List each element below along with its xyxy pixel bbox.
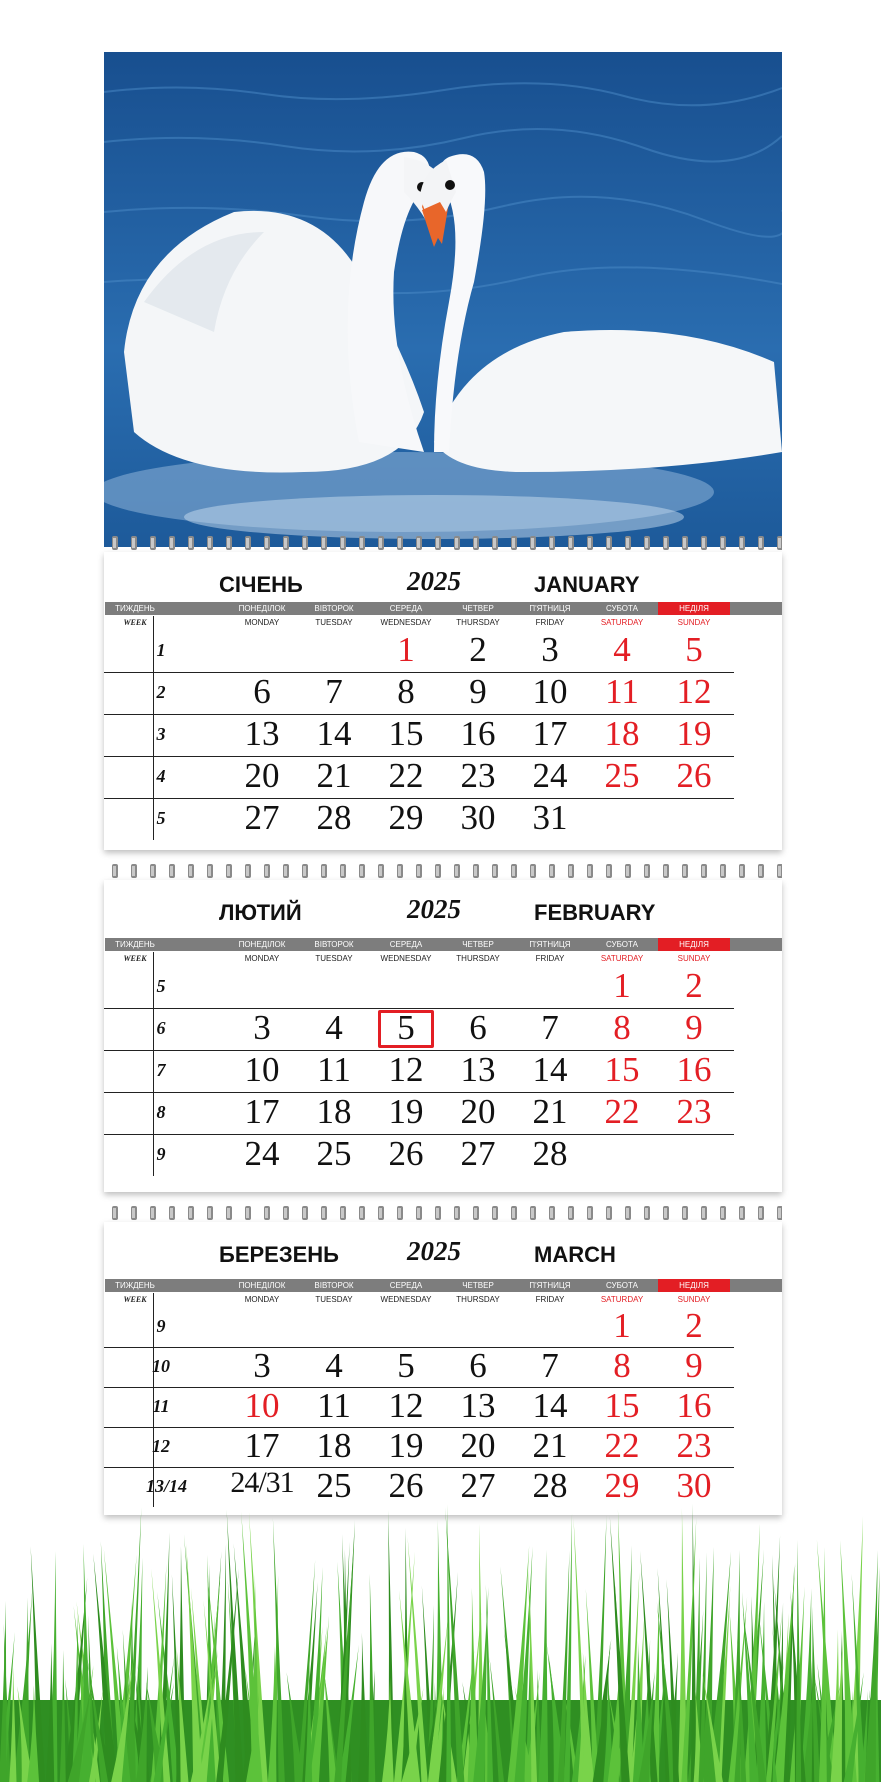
month-name-uk: СІЧЕНЬ — [219, 572, 303, 597]
week-header-en: WEEK — [123, 1295, 147, 1304]
day-number[interactable]: 9 — [685, 1008, 703, 1047]
month-sheet-january — [104, 552, 782, 850]
day-number[interactable]: 1 — [397, 630, 415, 669]
weekday-uk: П'ЯТНИЦЯ — [529, 940, 571, 949]
week-number: 9 — [156, 1144, 166, 1164]
weekday-en: FRIDAY — [535, 954, 565, 963]
day-number[interactable]: 19 — [676, 714, 712, 753]
day-number[interactable]: 10 — [244, 1386, 280, 1425]
month-header — [104, 552, 782, 604]
week-header-en: WEEK — [123, 954, 147, 963]
day-number[interactable]: 4 — [613, 630, 631, 669]
weekday-uk: ПОНЕДІЛОК — [238, 1281, 286, 1290]
day-number[interactable]: 20 — [460, 1426, 496, 1465]
weekday-en: MONDAY — [244, 954, 280, 963]
day-number[interactable]: 10 — [244, 1050, 280, 1089]
day-number[interactable]: 24 — [532, 756, 568, 795]
weekday-uk: П'ЯТНИЦЯ — [529, 604, 571, 613]
day-number[interactable]: 5 — [397, 1008, 415, 1047]
week-row — [104, 798, 734, 840]
month-name-en: MARCH — [534, 1242, 616, 1267]
weekday-uk: НЕДІЛЯ — [658, 602, 730, 615]
month-header — [104, 1222, 782, 1274]
day-number[interactable]: 11 — [605, 672, 639, 711]
weekday-en: SATURDAY — [600, 1295, 644, 1304]
weekday-uk: СЕРЕДА — [389, 940, 423, 949]
weekday-uk: П'ЯТНИЦЯ — [529, 1281, 571, 1290]
weekday-header-en — [123, 952, 782, 966]
weekday-uk: СЕРЕДА — [389, 604, 423, 613]
week-row — [104, 1050, 734, 1093]
day-number[interactable]: 25 — [604, 756, 640, 795]
day-number[interactable]: 22 — [388, 756, 424, 795]
today-highlight-box — [378, 1010, 434, 1048]
weekday-en: TUESDAY — [315, 1295, 353, 1304]
day-number[interactable]: 6 — [253, 672, 271, 711]
weekday-uk: СУБОТА — [606, 940, 638, 949]
week-header-en: WEEK — [123, 618, 147, 627]
day-number[interactable]: 6 — [469, 1008, 487, 1047]
day-number[interactable]: 1 — [613, 966, 631, 1005]
day-number[interactable]: 28 — [532, 1134, 568, 1173]
year: 2025 — [407, 894, 461, 924]
week-number: 3 — [156, 724, 166, 744]
day-number[interactable]: 12 — [388, 1050, 424, 1089]
day-number[interactable]: 17 — [244, 1092, 280, 1131]
weekday-en: SUNDAY — [677, 954, 711, 963]
day-number[interactable]: 22 — [604, 1092, 640, 1131]
week-number: 12 — [152, 1436, 170, 1456]
day-number[interactable]: 8 — [397, 672, 415, 711]
month-name-en: FEBRUARY — [534, 900, 656, 925]
year: 2025 — [407, 1236, 461, 1266]
weekday-en: WEDNESDAY — [380, 954, 432, 963]
year: 2025 — [407, 566, 461, 596]
weekday-en: THURSDAY — [456, 954, 500, 963]
day-number[interactable]: 26 — [388, 1134, 424, 1173]
week-row — [104, 630, 734, 673]
day-number[interactable]: 8 — [613, 1008, 631, 1047]
day-number[interactable]: 3 — [253, 1008, 271, 1047]
weekday-uk: НЕДІЛЯ — [658, 938, 730, 951]
day-number[interactable]: 28 — [316, 798, 352, 837]
week-header-uk: ТИЖДЕНЬ — [105, 602, 165, 615]
week-number: 2 — [156, 682, 166, 702]
weekday-header-uk — [115, 602, 782, 615]
weekday-header-uk — [115, 938, 782, 951]
day-number[interactable]: 5 — [685, 630, 703, 669]
day-number[interactable]: 15 — [604, 1050, 640, 1089]
weekday-en: WEDNESDAY — [380, 618, 432, 627]
day-number[interactable]: 11 — [317, 1386, 351, 1425]
week-row — [104, 672, 734, 715]
day-number[interactable]: 20 — [244, 756, 280, 795]
weekday-uk: ВІВТОРОК — [314, 1281, 354, 1290]
day-number[interactable]: 3 — [541, 630, 559, 669]
day-number[interactable]: 8 — [613, 1346, 631, 1385]
week-number: 13/14 — [146, 1476, 188, 1496]
day-number[interactable]: 18 — [316, 1426, 352, 1465]
weekday-uk: СУБОТА — [606, 604, 638, 613]
week-number: 6 — [156, 1018, 166, 1038]
day-number[interactable]: 25 — [316, 1466, 352, 1505]
week-number: 4 — [156, 766, 166, 786]
weekday-en: WEDNESDAY — [380, 1295, 432, 1304]
week-row — [104, 1427, 734, 1468]
day-number[interactable]: 13 — [460, 1386, 496, 1425]
month-name-en: JANUARY — [534, 572, 640, 597]
day-number[interactable]: 4 — [325, 1346, 343, 1385]
day-number[interactable]: 24/31 — [230, 1466, 294, 1499]
day-number[interactable]: 19 — [388, 1426, 424, 1465]
day-number[interactable]: 9 — [469, 672, 487, 711]
swan-image — [104, 52, 782, 547]
week-number: 8 — [156, 1102, 166, 1122]
week-number: 7 — [156, 1060, 166, 1080]
day-number[interactable]: 12 — [388, 1386, 424, 1425]
day-number[interactable]: 21 — [532, 1092, 568, 1131]
day-number[interactable]: 12 — [676, 672, 712, 711]
day-number[interactable]: 31 — [532, 798, 568, 837]
weekday-en: TUESDAY — [315, 618, 353, 627]
weekday-en: FRIDAY — [535, 618, 565, 627]
day-number[interactable]: 22 — [604, 1426, 640, 1465]
week-number: 5 — [156, 976, 166, 996]
weekday-en: THURSDAY — [456, 618, 500, 627]
day-number[interactable]: 15 — [388, 714, 424, 753]
day-number[interactable]: 17 — [532, 714, 568, 753]
day-number[interactable]: 4 — [325, 1008, 343, 1047]
weekday-uk: ВІВТОРОК — [314, 604, 354, 613]
day-number[interactable]: 27 — [460, 1466, 496, 1505]
weekday-header-uk — [115, 1279, 782, 1292]
day-number[interactable]: 16 — [460, 714, 496, 753]
day-number[interactable]: 19 — [388, 1092, 424, 1131]
week-row — [104, 756, 734, 799]
day-number[interactable]: 23 — [460, 756, 496, 795]
day-number[interactable]: 21 — [316, 756, 352, 795]
week-row — [104, 1307, 734, 1348]
day-number[interactable]: 23 — [676, 1426, 712, 1465]
month-name-uk: БЕРЕЗЕНЬ — [219, 1242, 339, 1267]
swan-photo — [104, 52, 782, 547]
week-row — [104, 1134, 734, 1176]
day-number[interactable]: 15 — [604, 1386, 640, 1425]
weekday-uk: ПОНЕДІЛОК — [238, 940, 286, 949]
day-number[interactable]: 3 — [253, 1346, 271, 1385]
day-number[interactable]: 14 — [532, 1050, 568, 1089]
week-row — [104, 1092, 734, 1135]
day-number[interactable]: 13 — [460, 1050, 496, 1089]
day-number[interactable]: 26 — [388, 1466, 424, 1505]
month-sheet-march — [104, 1222, 782, 1515]
day-number[interactable]: 13 — [244, 714, 280, 753]
day-number[interactable]: 17 — [244, 1426, 280, 1465]
day-number[interactable]: 30 — [676, 1466, 712, 1505]
grass-graphic — [0, 1500, 881, 1782]
day-number[interactable]: 27 — [244, 798, 280, 837]
day-number[interactable]: 16 — [676, 1386, 712, 1425]
day-number[interactable]: 18 — [316, 1092, 352, 1131]
weekday-uk: НЕДІЛЯ — [658, 1279, 730, 1292]
weekday-header-en — [123, 616, 782, 630]
day-number[interactable]: 24 — [244, 1134, 280, 1173]
week-number: 11 — [152, 1396, 170, 1416]
day-number[interactable]: 14 — [532, 1386, 568, 1425]
day-number[interactable]: 21 — [532, 1426, 568, 1465]
day-number[interactable]: 20 — [460, 1092, 496, 1131]
day-number[interactable]: 29 — [388, 798, 424, 837]
week-number: 10 — [152, 1356, 170, 1376]
weekday-en: MONDAY — [244, 1295, 280, 1304]
weekday-uk: СУБОТА — [606, 1281, 638, 1290]
week-number: 5 — [156, 808, 166, 828]
day-number[interactable]: 9 — [685, 1346, 703, 1385]
week-number: 9 — [156, 1316, 166, 1336]
day-number[interactable]: 28 — [532, 1466, 568, 1505]
week-header-uk: ТИЖДЕНЬ — [105, 938, 165, 951]
weekday-uk: ПОНЕДІЛОК — [238, 604, 286, 613]
weekday-en: FRIDAY — [535, 1295, 565, 1304]
weekday-uk: ВІВТОРОК — [314, 940, 354, 949]
day-number[interactable]: 27 — [460, 1134, 496, 1173]
week-row — [104, 966, 734, 1009]
day-number[interactable]: 7 — [541, 1008, 559, 1047]
week-row — [104, 1387, 734, 1428]
weekday-uk: ЧЕТВЕР — [462, 940, 494, 949]
day-number[interactable]: 2 — [469, 630, 487, 669]
weekday-header-en — [123, 1293, 782, 1307]
weekday-en: SUNDAY — [677, 1295, 711, 1304]
day-number[interactable]: 25 — [316, 1134, 352, 1173]
day-number[interactable]: 29 — [604, 1466, 640, 1505]
day-number[interactable]: 6 — [469, 1346, 487, 1385]
week-row — [104, 1347, 734, 1388]
day-number[interactable]: 2 — [685, 966, 703, 1005]
week-header-uk: ТИЖДЕНЬ — [105, 1279, 165, 1292]
month-sheet-february — [104, 880, 782, 1192]
day-number[interactable]: 26 — [676, 756, 712, 795]
grass-decoration — [0, 1500, 881, 1782]
weekday-uk: ЧЕТВЕР — [462, 1281, 494, 1290]
weekday-en: THURSDAY — [456, 1295, 500, 1304]
weekday-en: SATURDAY — [600, 618, 644, 627]
day-number[interactable]: 14 — [316, 714, 352, 753]
day-number[interactable]: 11 — [317, 1050, 351, 1089]
month-header — [104, 880, 782, 932]
day-number[interactable]: 1 — [613, 1306, 631, 1345]
day-number[interactable]: 30 — [460, 798, 496, 837]
weekday-en: SUNDAY — [677, 618, 711, 627]
day-number[interactable]: 18 — [604, 714, 640, 753]
weekday-en: MONDAY — [244, 618, 280, 627]
week-row — [104, 714, 734, 757]
day-number[interactable]: 7 — [325, 672, 343, 711]
day-number[interactable]: 7 — [541, 1346, 559, 1385]
weekday-en: TUESDAY — [315, 954, 353, 963]
weekday-uk: СЕРЕДА — [389, 1281, 423, 1290]
weekday-en: SATURDAY — [600, 954, 644, 963]
day-number[interactable]: 23 — [676, 1092, 712, 1131]
week-number: 1 — [156, 640, 166, 660]
day-number[interactable]: 5 — [397, 1346, 415, 1385]
weekday-uk: ЧЕТВЕР — [462, 604, 494, 613]
day-number[interactable]: 16 — [676, 1050, 712, 1089]
month-name-uk: ЛЮТИЙ — [219, 900, 302, 925]
day-number[interactable]: 2 — [685, 1306, 703, 1345]
day-number[interactable]: 10 — [532, 672, 568, 711]
